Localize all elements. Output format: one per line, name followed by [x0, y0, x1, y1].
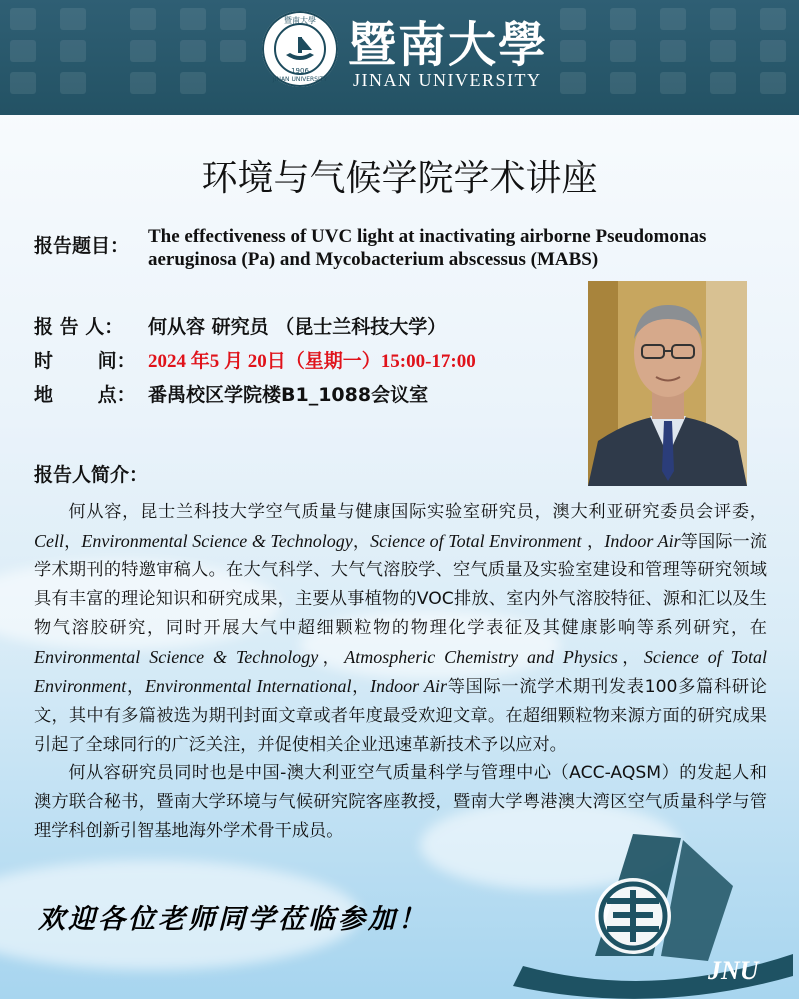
university-name-chinese: 暨南大學: [348, 17, 549, 73]
journal-name: Cell: [34, 530, 64, 551]
university-seal: [262, 11, 338, 87]
time-label: 时 间：: [34, 350, 136, 372]
place-label: 地 点：: [34, 384, 136, 406]
place-value: 番禺校区学院楼B1_1088会议室: [148, 384, 429, 406]
topic-label: 报告题目：: [34, 235, 130, 257]
speaker-intro-heading: 报告人简介：: [34, 464, 149, 486]
seal-bottom-text: JINAN UNIVERSITY: [272, 76, 328, 83]
topic-value: The effectiveness of UVC light at inactivating airborne Pseudomonas aeruginosa (Pa) and Mycobacterium abscessus (MABS): [148, 226, 707, 270]
journal-name: Indoor Air: [370, 676, 447, 697]
university-header: [0, 0, 799, 115]
bio-text: 等国际一流学术期刊发表100多篇科研论文，其中有多篇被选为期刊封面文章或者年度最受欢迎文章。在超细颗粒物来源方面的研究成果引起了全球同行的广泛关注，并促使相关企业迅速革新技术予以应对。: [34, 677, 767, 755]
time-value: 2024 年5 月 20日（星期一）15:00-17:00: [148, 351, 476, 372]
welcome-message: 欢迎各位老师同学莅临参加！: [38, 904, 428, 935]
page-title: 环境与气候学院学术讲座: [201, 158, 598, 199]
speaker-portrait-icon: [588, 281, 747, 486]
seal-year: 1906: [291, 67, 309, 75]
journal-name: Indoor Air: [604, 530, 681, 551]
journal-name: Environmental Science & Technology: [81, 530, 353, 551]
journal-name: Atmospheric Chemistry and Physics: [344, 646, 618, 667]
journal-name: Science of Total Environment: [34, 646, 767, 697]
bio-text: ，: [318, 647, 345, 668]
speaker-label: 报 告 人：: [34, 316, 124, 338]
journal-name: Science of Total Environment: [370, 530, 582, 551]
bio-text: ，: [126, 677, 145, 698]
journal-name: Environmental Science & Technology: [34, 646, 319, 667]
bio-text: 等国际一流学术期刊的特邀审稿人。在大气科学、大气气溶胶学、空气质量及实验室建设和管理等研究领域具有丰富的理论知识和研究成果，主要从事植物的VOC排放、室内外气溶胶特征、源和汇以及生物气溶胶研究，同时开展大气中超细颗粒物的物理化学表征及其健康影响等系列研究，在: [34, 531, 767, 638]
bio-text: ，: [581, 531, 605, 552]
jnu-mark: JNU: [708, 956, 759, 985]
bio-text: 何从容，昆士兰科技大学空气质量与健康国际实验室研究员，澳大利亚研究委员会评委，: [68, 502, 767, 522]
bio-text: ，: [352, 531, 371, 552]
seal-boat-icon: [276, 25, 324, 73]
speaker-biography: [34, 498, 767, 845]
journal-name: Environmental International: [144, 676, 352, 697]
speaker-photo: [588, 281, 747, 486]
bio-paragraph-1: [34, 498, 767, 759]
seal-top-text: 暨南大學: [284, 16, 316, 25]
bio-text: ，: [64, 531, 82, 552]
bio-paragraph-2: 何从容研究员同时也是中国-澳大利亚空气质量科学与管理中心（ACC-AQSM）的发起人和澳方联合秘书，暨南大学环境与气候研究院客座教授，暨南大学粤港澳大湾区空气质量科学与管理学科创新引智基地海外学术骨干成员。: [34, 763, 767, 841]
speaker-value: 何从容 研究员 （昆士兰科技大学）: [148, 316, 447, 338]
bio-text: ，: [351, 677, 371, 698]
university-name-english: JINAN UNIVERSITY: [353, 70, 542, 90]
jnu-boat-logo: [503, 826, 799, 999]
bio-text: ，: [617, 647, 644, 668]
